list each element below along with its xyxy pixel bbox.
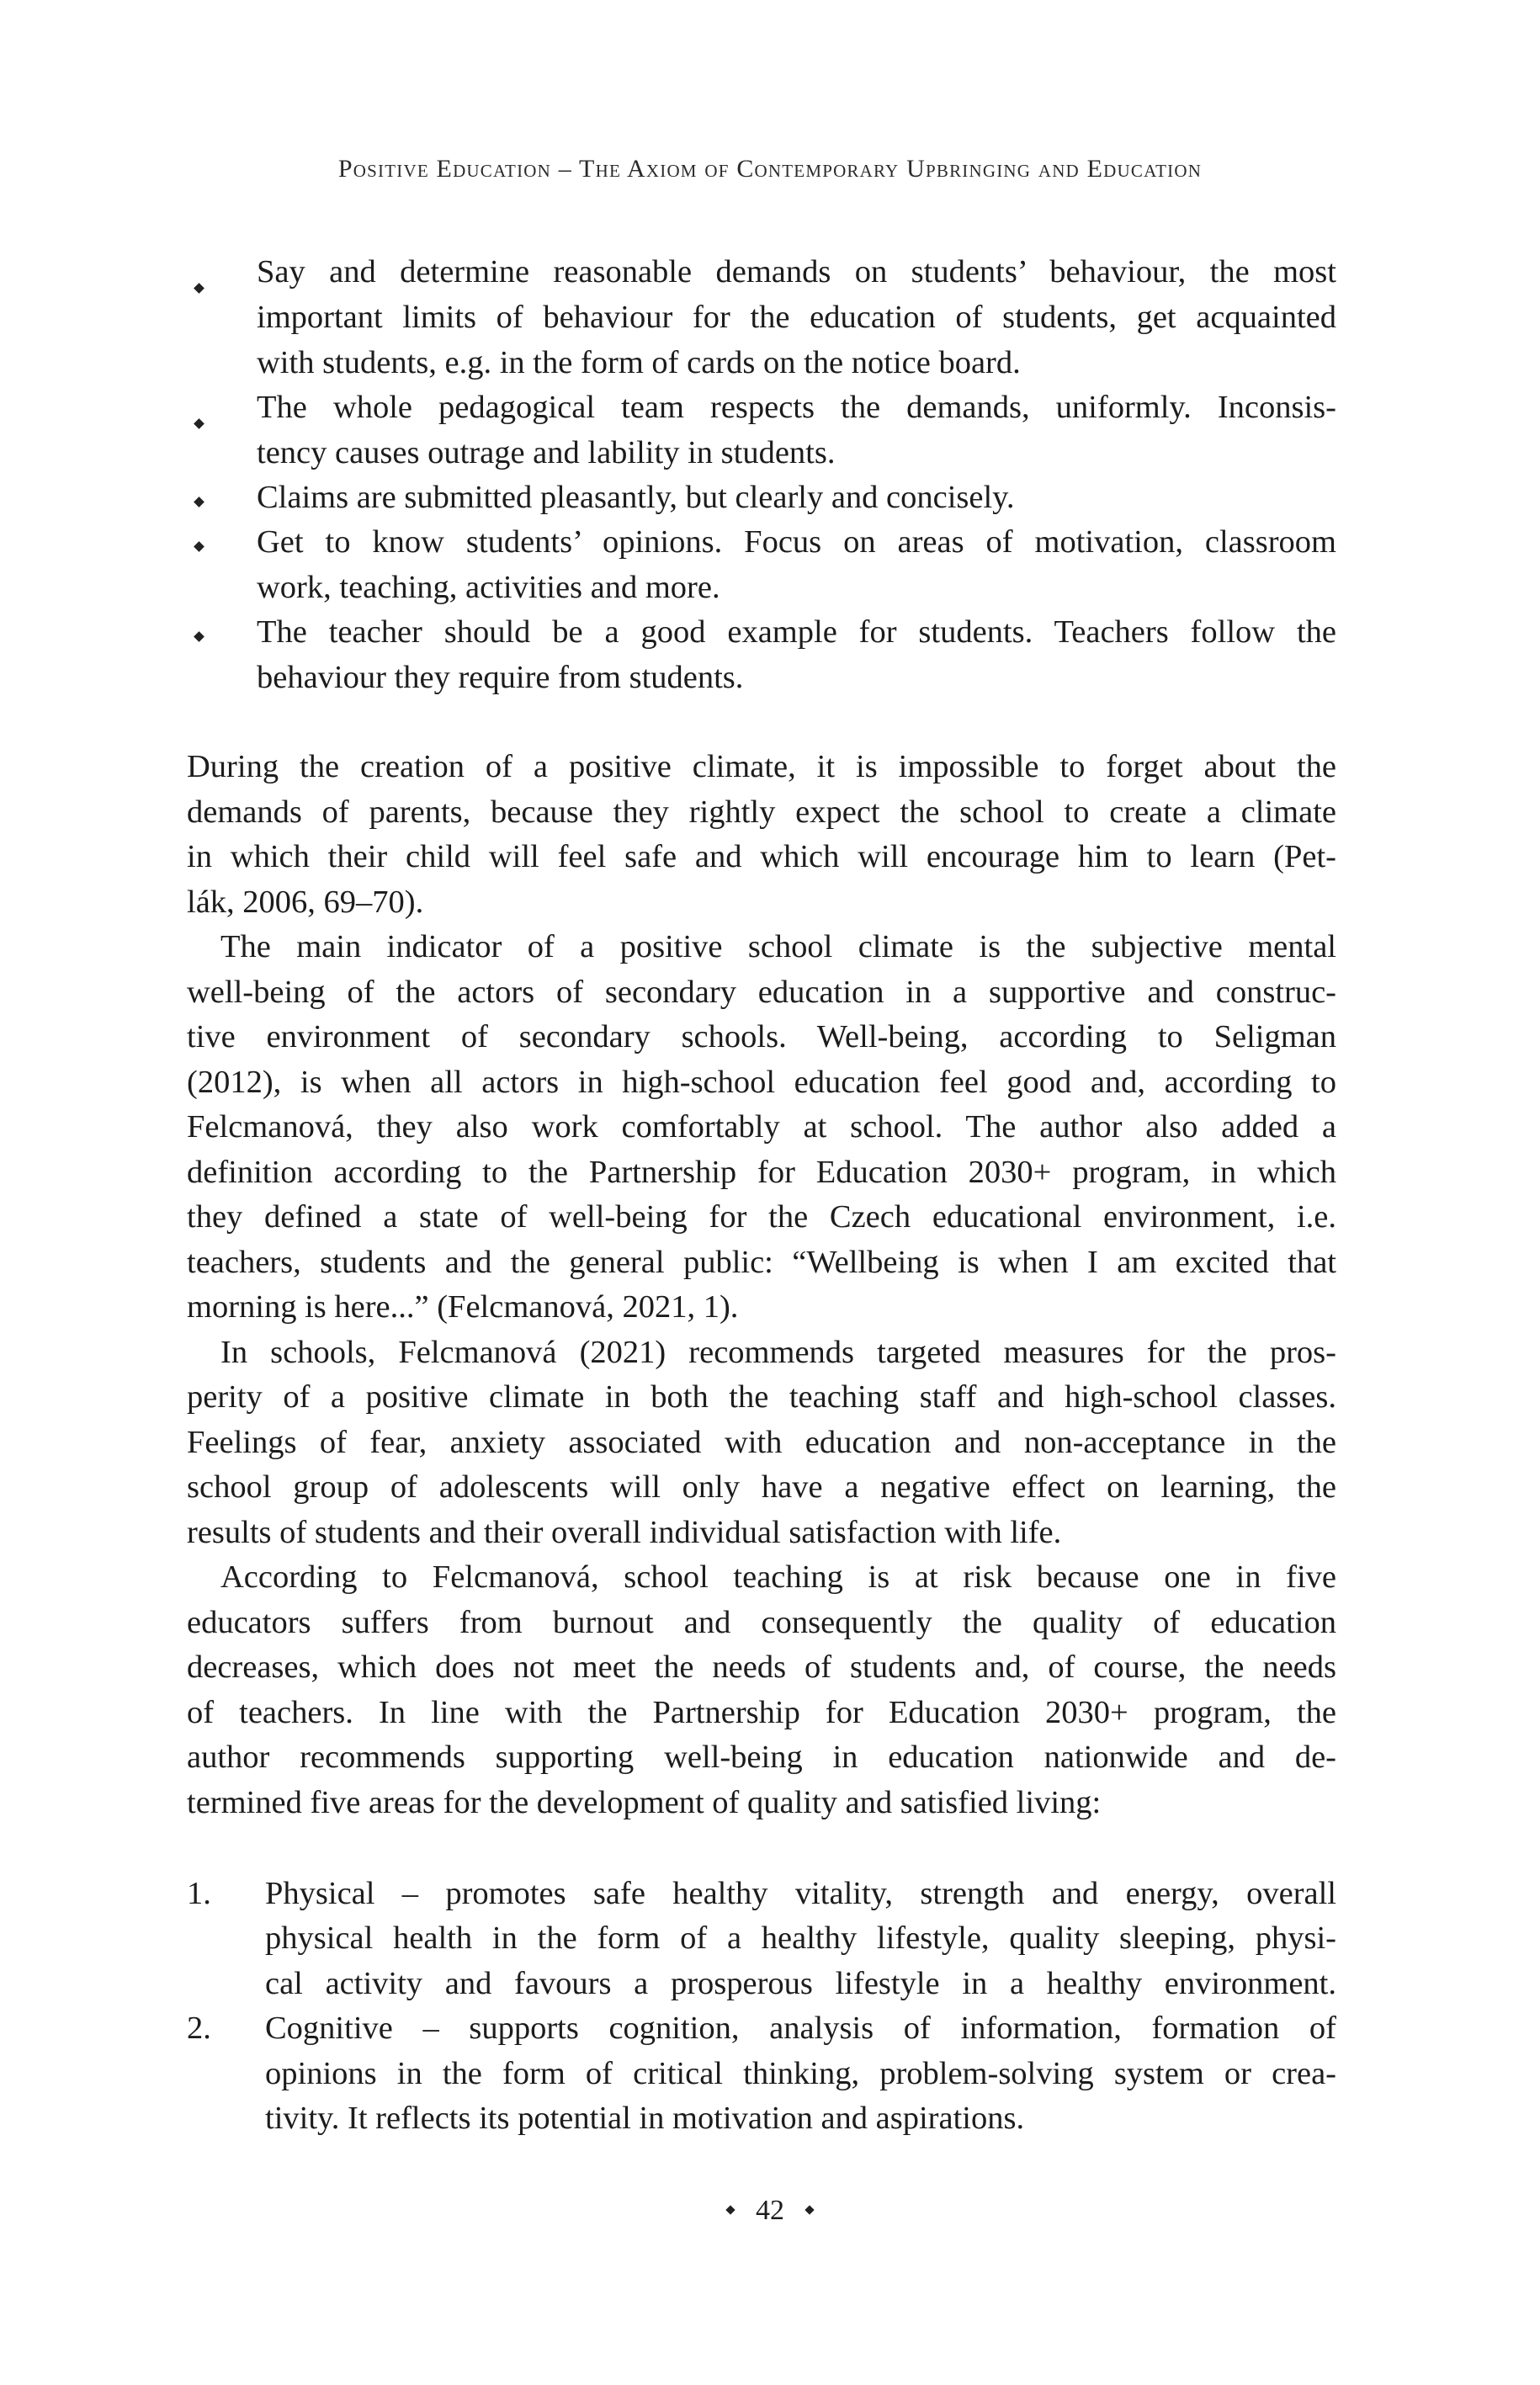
bullet-icon: [194, 283, 204, 294]
bullet-icon: [194, 541, 204, 552]
item-2-line-1: Cognitive – supports cognition, analysis of information, formation of: [265, 2011, 1336, 2046]
bullet-1-line-2: important limits of behaviour for the education of students, get acquainted: [257, 300, 1336, 335]
bullet-icon: [194, 418, 204, 429]
item-1-line-2: physical health in the form of a healthy lifestyle, quality sleeping, physi-: [265, 1920, 1336, 1956]
running-head: Positive Education – The Axiom of Contemporary Upbringing and Education: [337, 155, 1203, 183]
paragraph-1-line-3: in which their child will feel safe and which will encourage him to learn (Pet-: [187, 839, 1336, 874]
item-2-line-3: tivity. It reflects its potential in motivation and aspirations.: [265, 2101, 1025, 2136]
paragraph-4-line-6: termined five areas for the development of quality and satisfied living:: [187, 1785, 1102, 1820]
list-number: 2.: [187, 2011, 211, 2046]
bullet-1-line-1: Say and determine reasonable demands on students’ behaviour, the most: [257, 254, 1336, 289]
paragraph-2-line-4: (2012), is when all actors in high-school education feel good and, according to: [187, 1065, 1336, 1100]
ornament-diamond-icon: [725, 2206, 735, 2215]
item-1-line-3: cal activity and favours a prosperous lifestyle in a healthy environment.: [265, 1966, 1336, 2001]
ornament-diamond-icon: [805, 2206, 814, 2215]
paragraph-2-line-7: they defined a state of well-being for the Czech educational environment, i.e.: [187, 1199, 1336, 1235]
paragraph-1-line-4: lák, 2006, 69–70).: [187, 884, 424, 920]
paragraph-3-line-4: school group of adolescents will only have a negative effect on learning, the: [187, 1469, 1336, 1505]
bullet-1-line-3: with students, e.g. in the form of cards on the notice board.: [257, 345, 1021, 380]
bullet-2-line-1: The whole pedagogical team respects the demands, uniformly. Inconsis-: [257, 390, 1336, 425]
bullet-4-line-2: work, teaching, activities and more.: [257, 570, 720, 605]
paragraph-3-line-2: perity of a positive climate in both the teaching staff and high-school classes.: [187, 1379, 1336, 1415]
bullet-5-line-1: The teacher should be a good example for students. Teachers follow the: [257, 614, 1336, 650]
bullet-4-line-1: Get to know students’ opinions. Focus on areas of motivation, classroom: [257, 524, 1336, 560]
paragraph-2-line-5: Felcmanová, they also work comfortably at school. The author also added a: [187, 1109, 1336, 1145]
bullet-2-line-2: tency causes outrage and lability in students.: [257, 435, 836, 470]
list-number: 1.: [187, 1876, 211, 1911]
bullet-3-line-1: Claims are submitted pleasantly, but clearly and concisely.: [257, 480, 1015, 515]
bullet-5-line-2: behaviour they require from students.: [257, 660, 744, 695]
paragraph-3-line-5: results of students and their overall individual satisfaction with life.: [187, 1515, 1062, 1550]
item-1-line-1: Physical – promotes safe healthy vitality, strength and energy, overall: [265, 1876, 1336, 1911]
paragraph-3-line-1: In schools, Felcmanová (2021) recommends targeted measures for the pros-: [220, 1335, 1336, 1370]
paragraph-2-line-1: The main indicator of a positive school climate is the subjective mental: [220, 929, 1336, 964]
paragraph-2-line-3: tive environment of secondary schools. Well-being, according to Seligman: [187, 1019, 1336, 1054]
page-footer: [0, 2195, 1540, 2227]
bullet-icon: [194, 497, 204, 507]
paragraph-4-line-4: of teachers. In line with the Partnership for Education 2030+ program, the: [187, 1695, 1336, 1730]
paragraph-4-line-1: According to Felcmanová, school teaching is at risk because one in five: [220, 1559, 1336, 1595]
paragraph-1-line-1: During the creation of a positive climate, it is impossible to forget about the: [187, 749, 1336, 784]
page-number: 42: [756, 2195, 784, 2226]
paragraph-3-line-3: Feelings of fear, anxiety associated with education and non-acceptance in the: [187, 1425, 1336, 1460]
paragraph-4-line-3: decreases, which does not meet the needs of students and, of course, the needs: [187, 1649, 1336, 1685]
paragraph-2-line-9: morning is here...” (Felcmanová, 2021, 1).: [187, 1289, 739, 1325]
paragraph-4-line-2: educators suffers from burnout and consequently the quality of education: [187, 1605, 1336, 1640]
paragraph-2-line-2: well-being of the actors of secondary education in a supportive and construc-: [187, 975, 1336, 1010]
paragraph-4-line-5: author recommends supporting well-being in education nationwide and de-: [187, 1740, 1336, 1775]
item-2-line-2: opinions in the form of critical thinking, problem-solving system or crea-: [265, 2056, 1336, 2091]
paragraph-1-line-2: demands of parents, because they rightly expect the school to create a climate: [187, 794, 1336, 830]
bullet-icon: [194, 631, 204, 642]
paragraph-2-line-6: definition according to the Partnership for Education 2030+ program, in which: [187, 1155, 1336, 1190]
paragraph-2-line-8: teachers, students and the general public: “Wellbeing is when I am excited that: [187, 1245, 1336, 1280]
